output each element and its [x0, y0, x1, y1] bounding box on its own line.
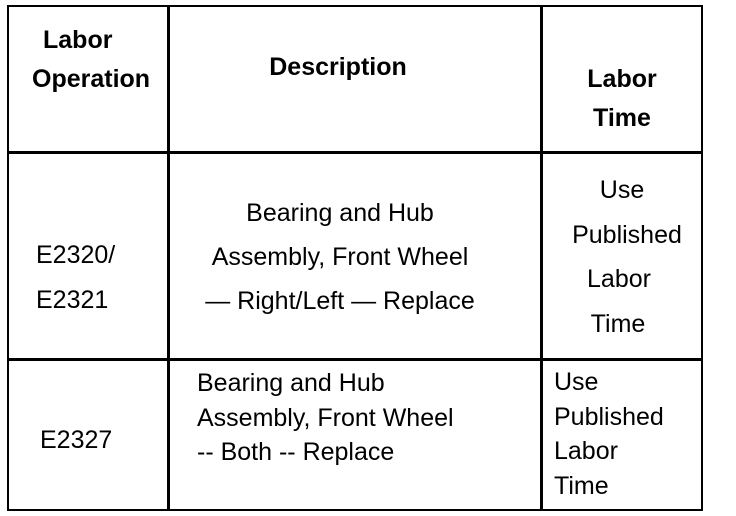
table-divider-row1 — [7, 358, 703, 361]
row1-time-line: Published — [572, 220, 682, 249]
row2-labor-operation — [40, 418, 112, 462]
row1-labor-operation — [36, 233, 115, 323]
row2-desc-line: Assembly, Front Wheel — [197, 403, 454, 432]
row1-desc-line: Assembly, Front Wheel — [211, 243, 469, 271]
row2-time-line: Use — [554, 368, 599, 396]
row2-desc-line: Bearing and Hub — [197, 369, 385, 397]
row2-description — [197, 366, 454, 470]
row1-desc-line: Bearing and Hub — [246, 199, 434, 227]
table-border-left — [7, 5, 9, 511]
header-time-line: Time — [593, 104, 651, 132]
row1-description — [170, 191, 510, 323]
header-labor-operation — [32, 21, 150, 99]
row1-op-line: E2321 — [36, 286, 109, 314]
header-labor-time — [543, 60, 701, 138]
row2-time-line: Labor — [554, 437, 618, 465]
row1-time-line: Time — [590, 309, 646, 338]
header-desc-line: Description — [269, 53, 407, 81]
row2-labor-time — [554, 365, 664, 503]
header-op-line: Labor — [43, 26, 113, 54]
row1-time-line: Labor — [587, 265, 651, 293]
row2-desc-line: -- Both -- Replace — [197, 438, 395, 466]
table-divider-header — [7, 151, 703, 154]
header-op-line: Operation — [32, 65, 151, 93]
row1-op-line: E2320/ — [36, 241, 116, 269]
row2-time-line: Published — [554, 402, 664, 431]
row2-op-line: E2327 — [40, 426, 113, 454]
row1-desc-line: — Right/Left — Replace — [205, 287, 475, 315]
table-border-top — [7, 5, 703, 7]
row1-labor-time — [543, 168, 711, 346]
row1-time-line: Use — [599, 176, 645, 204]
header-time-line: Labor — [587, 65, 657, 93]
table-border-bottom — [7, 509, 703, 511]
header-description — [170, 48, 506, 87]
row2-time-line: Time — [554, 471, 609, 500]
